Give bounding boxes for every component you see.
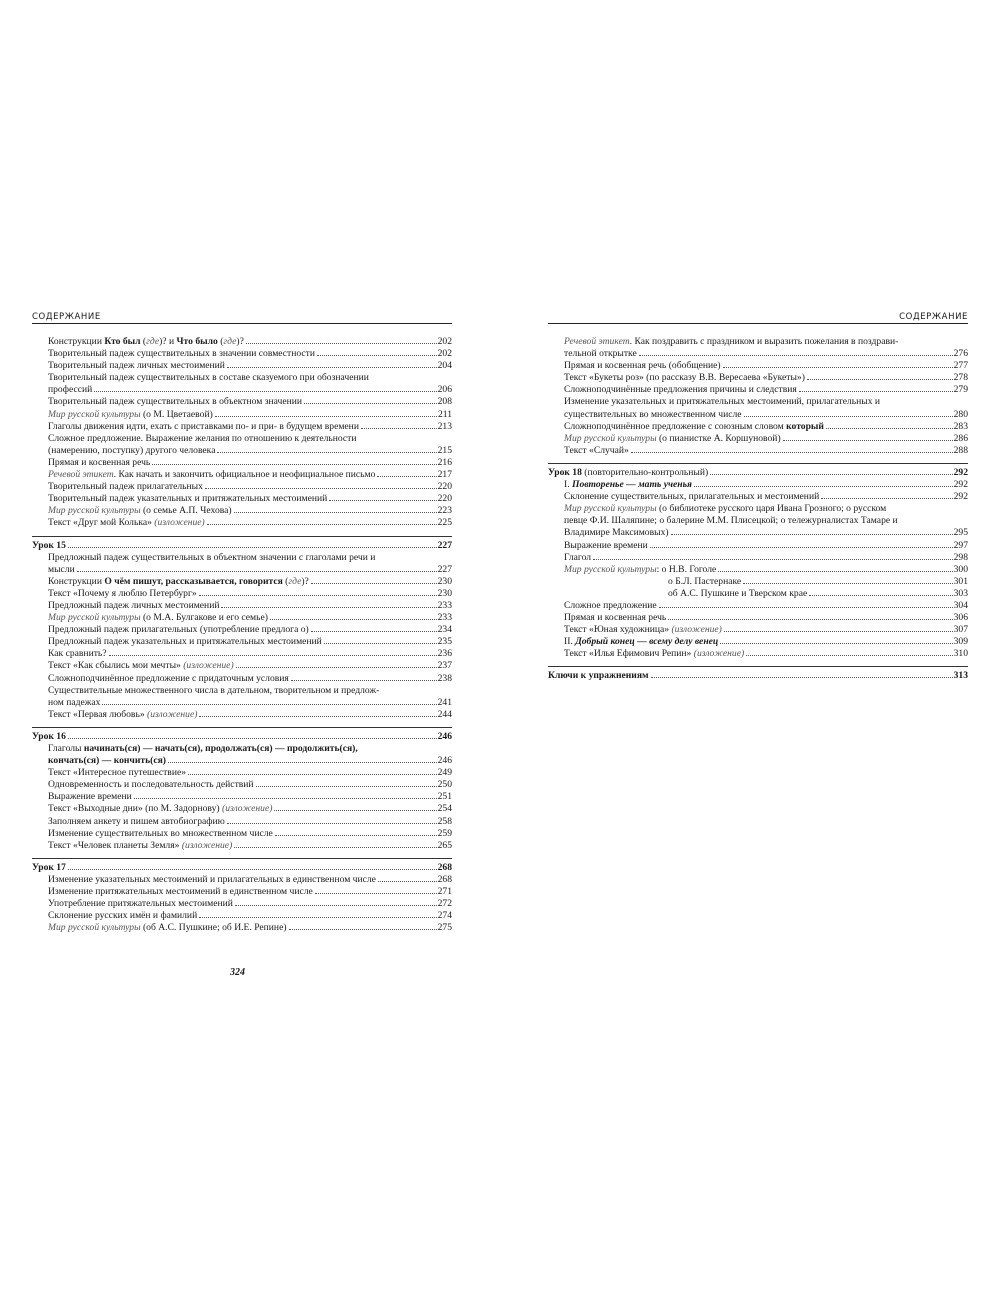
dot-leader xyxy=(235,905,437,906)
dot-leader xyxy=(77,571,437,572)
toc-entry xyxy=(548,336,968,348)
toc-entry xyxy=(548,612,968,624)
toc-section-heading xyxy=(548,463,968,479)
toc-entry xyxy=(32,755,452,767)
toc-entry-title: Творительный падеж указательных и притяжательных местоимений xyxy=(48,493,328,505)
toc-entry-title: Текст «Как сбылись мои мечты» (изложение) xyxy=(48,660,234,672)
toc-entry-title: Сложноподчинённое предложение с союзным словом который xyxy=(564,420,824,432)
toc-entry xyxy=(32,396,452,408)
dot-leader xyxy=(378,881,437,882)
toc-entry-title: Творительный падеж существительных в значении совместности xyxy=(48,348,315,360)
toc-page-number: 202 xyxy=(437,348,452,360)
toc-entry-title: Употребление притяжательных местоимений xyxy=(48,898,233,910)
toc-entry-title: Текст «Почему я люблю Петербург» xyxy=(48,587,197,599)
toc-page-number: 220 xyxy=(437,481,452,493)
toc-entry-title: Речевой этикет. Как поздравить с праздником и выразить пожелания в поздрави- xyxy=(564,336,899,347)
toc-entry-title: Заполняем анкету и пишем автобиографию xyxy=(48,815,225,827)
toc-entry xyxy=(32,469,452,481)
toc-page-number: 300 xyxy=(953,563,968,575)
toc-entry xyxy=(32,372,452,384)
dot-leader xyxy=(311,583,437,584)
toc-entry xyxy=(32,421,452,433)
toc-entry-title: Одновременность и последовательность действий xyxy=(48,779,254,791)
toc-entry xyxy=(32,564,452,576)
toc-entry xyxy=(548,527,968,539)
toc-entry-title: Глаголы начинать(ся) — начать(ся), продолжать(ся) — продолжить(ся), xyxy=(48,743,358,754)
toc-entry-title: Текст «Выходные дни» (по М. Задорнову) (изложение) xyxy=(48,803,273,815)
toc-page-number: 277 xyxy=(953,360,968,372)
toc-entry-title: Мир русской культуры: о Н.В. Гоголе xyxy=(564,563,717,575)
toc-entry-title: кончать(ся) — кончить(ся) xyxy=(48,755,166,767)
dot-leader xyxy=(256,786,437,787)
toc-page-number: 304 xyxy=(953,599,968,611)
toc-page-number: 225 xyxy=(437,517,452,529)
toc-entry-title: Текст «Юная художница» (изложение) xyxy=(564,624,722,636)
toc-page-number: 249 xyxy=(437,767,452,779)
dot-leader xyxy=(826,428,953,429)
toc-entry xyxy=(32,445,452,457)
toc-entry-title: Творительный падеж личных местоимений xyxy=(48,360,225,372)
toc-entry xyxy=(32,922,452,934)
toc-entry-title: Глагол xyxy=(564,551,592,563)
toc-entry-title: Урок 18 (повторительно-контрольный) xyxy=(548,466,709,478)
dot-leader xyxy=(246,343,437,344)
toc-entry-title: Урок 17 xyxy=(32,861,66,873)
running-head: СОДЕРЖАНИЕ xyxy=(548,311,968,324)
toc-page-number: 307 xyxy=(953,624,968,636)
toc-entry xyxy=(548,540,968,552)
toc-page-number: 220 xyxy=(437,493,452,505)
dot-leader xyxy=(746,655,952,656)
dot-leader xyxy=(289,929,437,930)
toc-entry xyxy=(548,491,968,503)
toc-entry-title: ном падежах xyxy=(48,696,101,708)
toc-page-number: 271 xyxy=(437,886,452,898)
toc-page-number: 313 xyxy=(953,670,968,682)
toc-entry xyxy=(32,648,452,660)
toc-page-number: 265 xyxy=(437,839,452,851)
toc-entry xyxy=(548,564,968,576)
toc-entry-title: профессий xyxy=(48,384,93,396)
right-page xyxy=(548,311,968,683)
toc-entry xyxy=(32,898,452,910)
toc-page-number: 246 xyxy=(437,755,452,767)
dot-leader xyxy=(724,631,953,632)
toc-entry-title: мысли xyxy=(48,563,75,575)
toc-entry xyxy=(32,791,452,803)
dot-leader xyxy=(743,583,952,584)
dot-leader xyxy=(744,416,953,417)
toc-entry-title: Текст «Человек планеты Земля» (изложение) xyxy=(48,839,233,851)
toc-page-number: 274 xyxy=(437,910,452,922)
toc-entry xyxy=(548,576,968,588)
toc-entry xyxy=(32,360,452,372)
toc-entry-title: тельной открытке xyxy=(564,348,637,360)
toc-entry xyxy=(548,552,968,564)
toc-page-number: 295 xyxy=(953,527,968,539)
toc-page-number: 309 xyxy=(953,636,968,648)
toc-entry-title: Текст «Букеты роз» (по рассказу В.В. Вересаева «Букеты») xyxy=(564,372,805,384)
toc-page-number: 237 xyxy=(437,660,452,672)
toc-entry-title: о Б.Л. Пастернаке xyxy=(668,575,742,587)
toc-entry xyxy=(32,803,452,815)
toc-page-number: 244 xyxy=(437,708,452,720)
toc-entry-title: II. Добрый конец — всему делу венец xyxy=(564,636,719,648)
toc-page-number: 297 xyxy=(953,539,968,551)
toc-entry xyxy=(32,457,452,469)
dot-leader xyxy=(168,762,437,763)
dot-leader xyxy=(807,379,953,380)
toc-entry xyxy=(32,828,452,840)
toc-entry xyxy=(32,816,452,828)
dot-leader xyxy=(109,655,437,656)
toc-entry-title: Предложный падеж личных местоимений xyxy=(48,599,220,611)
toc-page-number: 286 xyxy=(953,432,968,444)
toc-entry xyxy=(32,624,452,636)
toc-entry-title: Текст «Илья Ефимович Репин» (изложение) xyxy=(564,648,745,660)
toc-page-number: 217 xyxy=(437,469,452,481)
toc-entry xyxy=(32,552,452,564)
toc-entry xyxy=(548,445,968,457)
toc-page-number: 268 xyxy=(437,873,452,885)
toc-page-number: 259 xyxy=(437,827,452,839)
toc-entry-title: Мир русской культуры (об А.С. Пушкине; об И.Е. Репине) xyxy=(48,922,287,934)
dot-leader xyxy=(68,547,437,548)
toc-page-number: 234 xyxy=(437,624,452,636)
toc-entry-title: Мир русской культуры (о М.А. Булгакове и его семье) xyxy=(48,612,268,624)
toc-entry xyxy=(32,685,452,697)
toc-entry-title: Речевой этикет. Как начать и закончить официальное и неофициальное письмо xyxy=(48,469,376,481)
dot-leader xyxy=(324,643,437,644)
toc-page-number: 202 xyxy=(437,336,452,347)
dot-leader xyxy=(671,534,953,535)
toc-entry xyxy=(32,505,452,517)
toc-page-number: 215 xyxy=(437,444,452,456)
toc-entry xyxy=(32,600,452,612)
dot-leader xyxy=(68,738,437,739)
toc-entry-title: Сложное предложение xyxy=(564,599,657,611)
dot-leader xyxy=(217,452,436,453)
toc-entry-title: Мир русской культуры (о М. Цветаевой) xyxy=(48,408,213,420)
toc-entry-title: Текст «Случай» xyxy=(564,444,629,456)
toc-entry xyxy=(32,910,452,922)
toc-page-number: 204 xyxy=(437,360,452,372)
toc-entry-title: Сложноподчинённое предложение с придаточным условия xyxy=(48,672,289,684)
toc-entry xyxy=(32,743,452,755)
toc-page-number: 279 xyxy=(953,384,968,396)
dot-leader xyxy=(227,367,437,368)
toc-entry xyxy=(32,886,452,898)
toc-entry-title: Урок 16 xyxy=(32,730,66,742)
dot-leader xyxy=(234,512,437,513)
toc-entry xyxy=(548,600,968,612)
dot-leader xyxy=(304,403,437,404)
dot-leader xyxy=(821,498,952,499)
dot-leader xyxy=(134,798,437,799)
toc-page-number: 292 xyxy=(953,466,968,478)
dot-leader xyxy=(234,847,436,848)
dot-leader xyxy=(188,774,437,775)
toc-page-number: 236 xyxy=(437,648,452,660)
toc-entry-title: Склонение существительных, прилагательных и местоимений xyxy=(564,491,820,503)
toc-list xyxy=(32,336,452,934)
toc-entry-title: Изменение притяжательных местоимений в единственном числе xyxy=(48,886,313,898)
toc-entry-title: Конструкции Кто был (где)? и Что было (где)? xyxy=(48,336,244,347)
toc-entry-title: Творительный падеж прилагательных xyxy=(48,481,203,493)
dot-leader xyxy=(274,810,436,811)
toc-entry-title: Текст «Первая любовь» (изложение) xyxy=(48,708,198,720)
toc-entry xyxy=(32,433,452,445)
dot-leader xyxy=(718,571,952,572)
toc-page-number: 288 xyxy=(953,444,968,456)
dot-leader xyxy=(236,667,437,668)
toc-page-number: 275 xyxy=(437,922,452,934)
dot-leader xyxy=(651,677,953,678)
toc-entry xyxy=(32,588,452,600)
toc-page-number: 276 xyxy=(953,348,968,360)
dot-leader xyxy=(207,524,437,525)
dot-leader xyxy=(68,869,437,870)
dot-leader xyxy=(205,488,437,489)
toc-page-number: 310 xyxy=(953,648,968,660)
toc-page-number: 213 xyxy=(437,420,452,432)
toc-entry-title: Мир русской культуры (о семье А.П. Чехова) xyxy=(48,505,232,517)
dot-leader xyxy=(723,367,953,368)
toc-entry-title: Прямая и косвенная речь xyxy=(564,612,667,624)
toc-entry-title: Прямая и косвенная речь (обобщение) xyxy=(564,360,721,372)
toc-entry-title: Глаголы движения идти, ехать с приставками по- и при- в будущем времени xyxy=(48,420,359,432)
toc-entry-title: Прямая и косвенная речь xyxy=(48,456,151,468)
toc-page-number: 250 xyxy=(437,779,452,791)
toc-entry xyxy=(32,673,452,685)
toc-entry xyxy=(548,515,968,527)
toc-page-number: 292 xyxy=(953,491,968,503)
toc-page-number: 238 xyxy=(437,672,452,684)
toc-entry-title: I. Повторенье — мать ученья xyxy=(564,479,692,491)
toc-entry xyxy=(548,348,968,360)
dot-leader xyxy=(227,823,437,824)
toc-entry xyxy=(32,697,452,709)
dot-leader xyxy=(275,835,437,836)
toc-entry-title: Изменение указательных местоимений и прилагательных в единственном числе xyxy=(48,873,376,885)
dot-leader xyxy=(329,500,436,501)
toc-entry xyxy=(548,360,968,372)
toc-entry-title: Текст «Друг мой Колька» (изложение) xyxy=(48,517,205,529)
toc-entry-title: Урок 15 xyxy=(32,539,66,551)
toc-section-heading xyxy=(32,536,452,552)
toc-page-number: 230 xyxy=(437,587,452,599)
toc-list xyxy=(548,336,968,683)
toc-page-number: 241 xyxy=(437,696,452,708)
dot-leader xyxy=(377,476,436,477)
toc-entry xyxy=(32,660,452,672)
toc-page-number: 223 xyxy=(437,505,452,517)
dot-leader xyxy=(270,619,437,620)
dot-leader xyxy=(361,428,437,429)
toc-page-number: 206 xyxy=(437,384,452,396)
toc-entry-title: Конструкции О чём пишут, рассказывается, говорится (где)? xyxy=(48,575,309,587)
dot-leader xyxy=(694,486,953,487)
dot-leader xyxy=(593,559,953,560)
toc-entry-title: Изменение существительных во множественном числе xyxy=(48,827,273,839)
toc-entry xyxy=(548,624,968,636)
toc-page-number: 216 xyxy=(437,456,452,468)
toc-entry-title: (намерению, поступку) другого человека xyxy=(48,444,216,456)
toc-page-number: 254 xyxy=(437,803,452,815)
toc-entry xyxy=(548,479,968,491)
toc-page-number: 233 xyxy=(437,599,452,611)
toc-entry xyxy=(548,648,968,660)
toc-entry xyxy=(32,709,452,721)
toc-entry-title: Существительные множественного числа в дательном, творительном и предлож- xyxy=(48,684,380,696)
toc-page-number: 211 xyxy=(437,408,452,420)
toc-entry xyxy=(32,481,452,493)
dot-leader xyxy=(94,391,436,392)
toc-entry xyxy=(548,384,968,396)
dot-leader xyxy=(659,607,953,608)
dot-leader xyxy=(317,355,437,356)
toc-entry-title: Выражение времени xyxy=(48,791,132,803)
toc-entry xyxy=(32,517,452,529)
toc-entry-title: Мир русской культуры (о библиотеке русского царя Ивана Грозного; о русском xyxy=(564,503,887,515)
toc-page-number: 283 xyxy=(953,420,968,432)
toc-entry-title: Склонение русских имён и фамилий xyxy=(48,910,198,922)
toc-page-number: 227 xyxy=(437,563,452,575)
toc-page-number: 233 xyxy=(437,612,452,624)
dot-leader xyxy=(668,619,952,620)
toc-entry-title: Предложный падеж указательных и притяжательных местоимений xyxy=(48,636,322,648)
dot-leader xyxy=(720,643,952,644)
toc-entry xyxy=(32,779,452,791)
dot-leader xyxy=(799,391,953,392)
toc-entry xyxy=(32,874,452,886)
toc-entry xyxy=(32,576,452,588)
dot-leader xyxy=(199,917,436,918)
toc-entry-title: Сложное предложение. Выражение желания по отношению к деятельности xyxy=(48,432,357,444)
running-head: СОДЕРЖАНИЕ xyxy=(32,311,452,324)
dot-leader xyxy=(639,355,953,356)
toc-entry xyxy=(32,636,452,648)
toc-entry-title: Сложноподчинённые предложения причины и следствия xyxy=(564,384,797,396)
toc-page-number: 230 xyxy=(437,575,452,587)
toc-entry-title: Изменение указательных и притяжательных местоимений, прилагательных и xyxy=(564,396,881,408)
dot-leader xyxy=(199,716,436,717)
toc-entry-title: Творительный падеж существительных в объектном значении xyxy=(48,396,302,408)
toc-entry xyxy=(548,421,968,433)
toc-page-number: 227 xyxy=(437,539,452,551)
toc-section-heading xyxy=(32,727,452,743)
dot-leader xyxy=(291,680,437,681)
dot-leader xyxy=(102,704,436,705)
toc-entry xyxy=(548,636,968,648)
dot-leader xyxy=(809,595,952,596)
toc-page-number: 246 xyxy=(437,730,452,742)
toc-page-number: 298 xyxy=(953,551,968,563)
toc-entry-title: Выражение времени xyxy=(564,539,648,551)
toc-page-number: 280 xyxy=(953,408,968,420)
toc-section-heading xyxy=(32,858,452,874)
toc-entry-title: Владимире Максимовых) xyxy=(564,527,669,539)
left-page xyxy=(32,311,452,934)
toc-entry xyxy=(548,409,968,421)
toc-page-number: 292 xyxy=(953,479,968,491)
toc-entry xyxy=(548,503,968,515)
toc-page-number: 258 xyxy=(437,815,452,827)
toc-entry-title: Как сравнить? xyxy=(48,648,107,660)
toc-section-heading xyxy=(548,666,968,682)
toc-entry-title: Мир русской культуры (о пианистке А. Коршуновой) xyxy=(564,432,781,444)
toc-entry-title: Предложный падеж существительных в объектном значении с глаголами речи и xyxy=(48,551,376,563)
dot-leader xyxy=(710,474,952,475)
toc-entry-title: Предложный падеж прилагательных (употребление предлога о) xyxy=(48,624,309,636)
dot-leader xyxy=(199,595,437,596)
dot-leader xyxy=(215,416,437,417)
toc-page-number: 268 xyxy=(437,861,452,873)
dot-leader xyxy=(221,607,436,608)
toc-entry-title: существительных во множественном числе xyxy=(564,408,742,420)
toc-page-number: 306 xyxy=(953,612,968,624)
toc-entry xyxy=(548,433,968,445)
toc-entry xyxy=(548,588,968,600)
toc-entry xyxy=(32,612,452,624)
dot-leader xyxy=(152,464,436,465)
toc-entry-title: певце Ф.И. Шаляпине; о балерине М.М. Плисецкой; о тележурналистах Тамаре и xyxy=(564,515,898,527)
toc-entry-title: Творительный падеж существительных в составе сказуемого при обозначении xyxy=(48,372,369,384)
toc-page-number: 235 xyxy=(437,636,452,648)
toc-entry xyxy=(32,493,452,505)
toc-page-number: 301 xyxy=(953,575,968,587)
page-number: 324 xyxy=(230,967,245,978)
dot-leader xyxy=(783,440,953,441)
dot-leader xyxy=(650,547,953,548)
toc-page-number: 272 xyxy=(437,898,452,910)
dot-leader xyxy=(315,893,437,894)
toc-entry xyxy=(32,384,452,396)
toc-entry xyxy=(548,396,968,408)
toc-entry xyxy=(32,336,452,348)
dot-leader xyxy=(631,452,953,453)
toc-page-number: 208 xyxy=(437,396,452,408)
toc-entry xyxy=(32,348,452,360)
toc-entry-title: Ключи к упражнениям xyxy=(548,670,649,682)
dot-leader xyxy=(311,631,437,632)
toc-page-number: 303 xyxy=(953,587,968,599)
toc-entry xyxy=(32,767,452,779)
toc-page-number: 278 xyxy=(953,372,968,384)
toc-entry xyxy=(32,409,452,421)
toc-entry xyxy=(548,372,968,384)
toc-page-number: 251 xyxy=(437,791,452,803)
toc-entry-title: Текст «Интересное путешествие» xyxy=(48,767,187,779)
toc-entry xyxy=(32,840,452,852)
toc-entry-title: об А.С. Пушкине и Тверском крае xyxy=(668,587,808,599)
